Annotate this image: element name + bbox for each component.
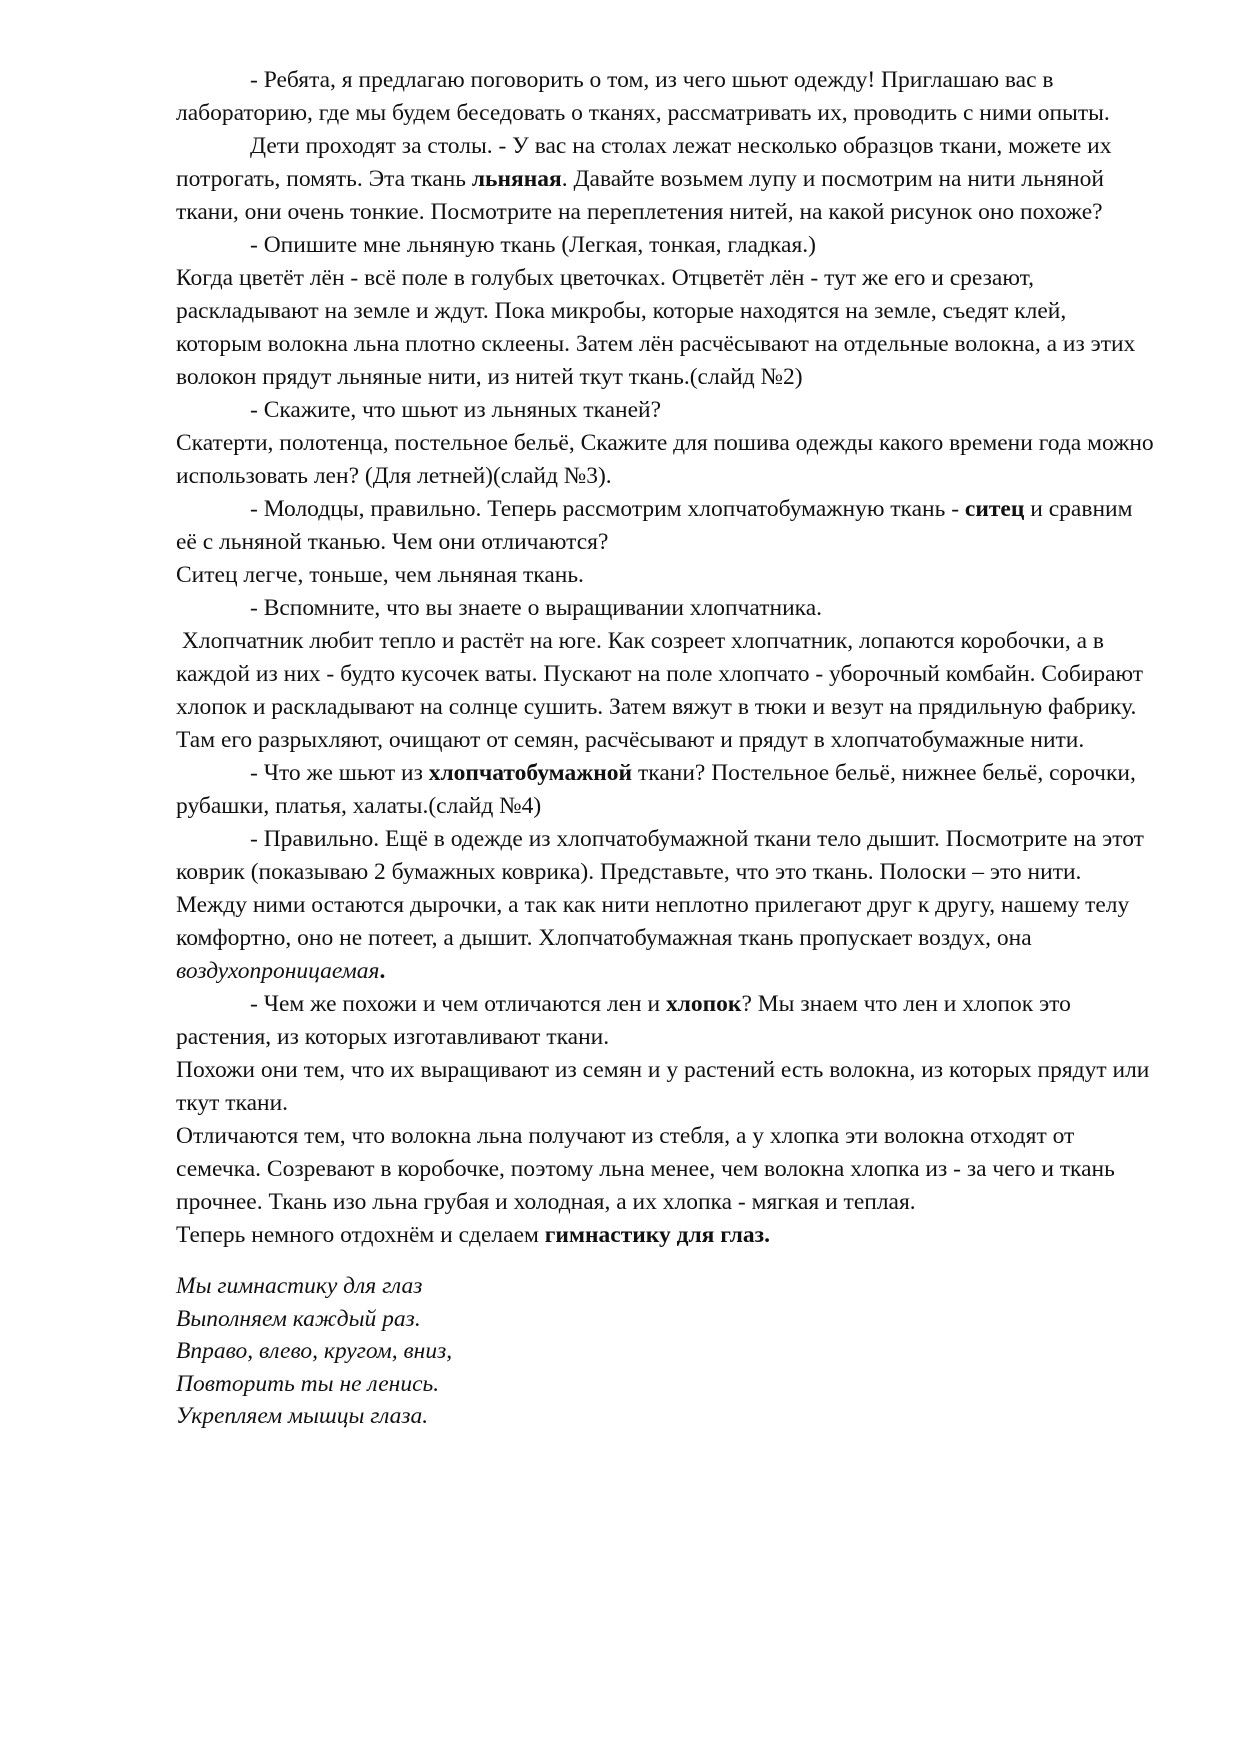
term-cotton: хлопок xyxy=(665,991,742,1017)
term-cotton-fabric: хлопчатобумажной xyxy=(428,760,633,786)
paragraph-differences: Отличаются тем, что волокна льна получают из стебля, а у хлопка эти волокна отходят от семечка. Созревают в коробочке, поэтому льна менее, чем волокна хлопка из - за чего и ткань прочнее. Ткань изо льна грубая и холодная, а их хлопка - мягкая и теплая. xyxy=(176,1123,1115,1215)
term-chintz: ситец xyxy=(964,496,1025,522)
paragraph-cotton-process: Хлопчатник любит тепло и растёт на юге. Как созреет хлопчатник, лопаются коробочки, а в каждой из них - будто кусочек ваты. Пускают на поле хлопчато - уборочный комбайн. Собирают хлопок и раскладывают на солнце сушить. Затем вяжут в тюки и везут на прядильную фабрику. Там его разрыхляют, очищают от семян, расчёсывают и прядут в хлопчатобумажные нити. xyxy=(176,628,1144,753)
paragraph-intro: - Ребята, я предлагаю поговорить о том, из чего шьют одежду! Приглашаю вас в лабораторию, где мы будем беседовать о тканях, рассматривать их, проводить с ними опыты. xyxy=(176,67,1110,126)
paragraph-linen-uses: Скатерти, полотенца, постельное бельё, Скажите для пошива одежды какого времени года можно использовать лен? (Для летней)(слайд №3). xyxy=(176,430,1154,489)
document-page xyxy=(176,64,1156,1433)
poem-line: Вправо, влево, кругом, вниз, xyxy=(176,1338,453,1364)
term-eye-gymnastics: гимнастику для глаз. xyxy=(544,1222,770,1248)
poem-line: Выполняем каждый раз. xyxy=(176,1305,421,1332)
paragraph-similarities: Похожи они тем, что их выращивают из семян и у растений есть волокна, из которых прядут или ткут ткани. xyxy=(176,1057,1150,1116)
paragraph-linen-samples: Дети проходят за столы. - У вас на столах лежат несколько образцов ткани, можете их потрогать, помять. Эта ткань льняная. Давайте возьмем лупу и посмотрим на нити льняной ткани, они очень тонкие. Посмотрите на переплетения нитей, на какой рисунок оно похоже? xyxy=(176,133,1112,225)
paragraph-linen-process: Когда цветёт лён - всё поле в голубых цветочках. Отцветёт лён - тут же его и срезают, раскладывают на земле и ждут. Пока микробы, которые находятся на земле, съедят клей, которым волокна льна плотно склеены. Затем лён расчёсывают на отдельные волокна, а из этих волокон прядут льняные нити, из нитей ткут ткань.(слайд №2) xyxy=(176,265,1136,390)
poem-line: Укрепляем мышцы глаза. xyxy=(176,1403,429,1429)
paragraph-cotton-chintz: - Молодцы, правильно. Теперь рассмотрим хлопчатобумажную ткань - ситец и сравним её с льняной тканью. Чем они отличаются? xyxy=(176,496,1133,555)
paragraph-cotton-growing: - Вспомните, что вы знаете о выращивании хлопчатника. xyxy=(250,595,823,621)
poem xyxy=(176,1270,1156,1433)
paragraph-linen-question: - Скажите, что шьют из льняных тканей? xyxy=(250,397,662,423)
term-linen: льняная xyxy=(471,166,562,192)
term-breathable: воздухопроницаемая xyxy=(176,958,380,984)
poem-line: Повторить ты не ленись. xyxy=(176,1370,440,1397)
paragraph-describe-linen: - Опишите мне льняную ткань (Легкая, тонкая, гладкая.) xyxy=(250,232,816,258)
paragraph-eye-gymnastics: Теперь немного отдохнём и сделаем гимнастику для глаз. xyxy=(176,1222,770,1248)
paragraph-chintz-compare: Ситец легче, тоньше, чем льняная ткань. xyxy=(176,562,584,588)
poem-line: Мы гимнастику для глаз xyxy=(176,1273,423,1299)
paragraph-breathable: - Правильно. Ещё в одежде из хлопчатобумажной ткани тело дышит. Посмотрите на этот коврик (показываю 2 бумажных коврика). Представьте, что это ткань. Полоски – это нити. Между ними остаются дырочки, а так как нити неплотно прилегают друг к другу, нашему телу комфортно, оно не потеет, а дышит. Хлопчатобумажная ткань пропускает воздух, она воздухопроницаемая. xyxy=(176,826,1144,984)
paragraph-compare-question: - Чем же похожи и чем отличаются лен и хлопок? Мы знаем что лен и хлопок это растения, из которых изготавливают ткани. xyxy=(176,991,1071,1050)
paragraph-cotton-uses: - Что же шьют из хлопчатобумажной ткани? Постельное бельё, нижнее бельё, сорочки, рубашки, платья, халаты.(слайд №4) xyxy=(176,760,1136,819)
